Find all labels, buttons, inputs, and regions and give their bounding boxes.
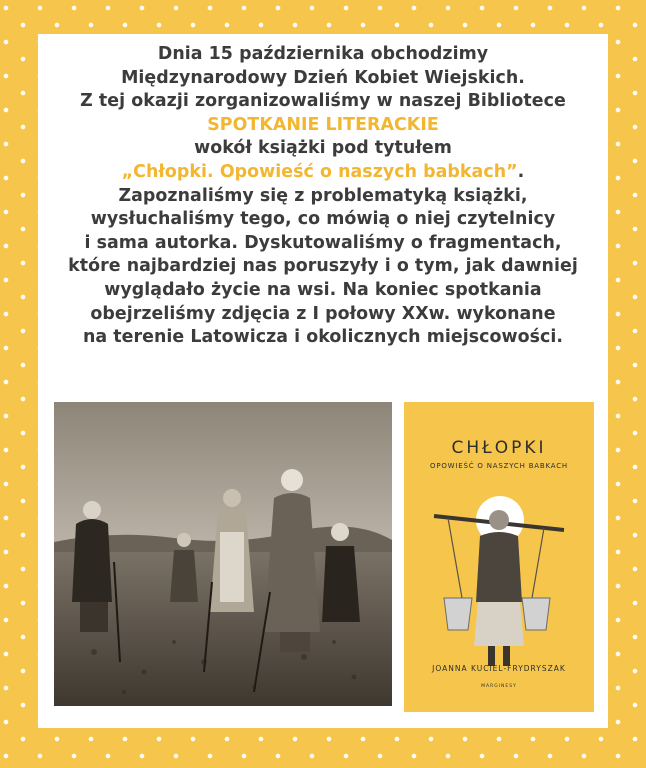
announcement-text bbox=[38, 43, 608, 350]
book-title-quote: „Chłopki. Opowieść o naszych babkach” bbox=[121, 161, 518, 182]
book-cover-title: CHŁOPKI bbox=[451, 438, 547, 458]
book-cover-subtitle: OPOWIEŚĆ O NASZYCH BABKACH bbox=[430, 462, 568, 470]
event-name: SPOTKANIE LITERACKIE bbox=[207, 114, 439, 135]
text-line-1: Dnia 15 października obchodzimy bbox=[157, 44, 489, 64]
text-line-5: wokół książki pod tytułem bbox=[194, 138, 452, 159]
text-line-11: wyglądało życie na wsi. Na koniec spotkania bbox=[104, 279, 542, 300]
book-cover bbox=[404, 402, 594, 712]
text-line-2: Międzynarodowy Dzień Kobiet Wiejskich. bbox=[121, 67, 525, 88]
text-line-7: Zapoznaliśmy się z problematyką książki, bbox=[118, 185, 528, 206]
photo-women-in-field bbox=[54, 402, 392, 706]
text-line-13: na terenie Latowicza i okolicznych miejscowości. bbox=[82, 327, 564, 348]
text-line-8: wysłuchaliśmy tego, co mówią o niej czytelnicy bbox=[90, 209, 556, 230]
announcement-card bbox=[38, 34, 608, 728]
text-line-3: Z tej okazji zorganizowaliśmy w naszej Bibliotece bbox=[80, 91, 566, 112]
text-line-10: które najbardziej nas poruszyły i o tym, jak dawniej bbox=[68, 256, 578, 277]
text-line-12: obejrzeliśmy zdjęcia z I połowy XXw. wykonane bbox=[90, 303, 556, 324]
book-title-period: . bbox=[517, 161, 525, 182]
historical-photo bbox=[54, 402, 392, 706]
book-cover-author: JOANNA KUCIEL-FRYDRYSZAK bbox=[432, 664, 566, 673]
book-cover-publisher: MARGINESY bbox=[481, 684, 517, 689]
text-line-9: i sama autorka. Dyskutowaliśmy o fragmentach, bbox=[84, 232, 562, 253]
book-title-line bbox=[38, 161, 608, 185]
